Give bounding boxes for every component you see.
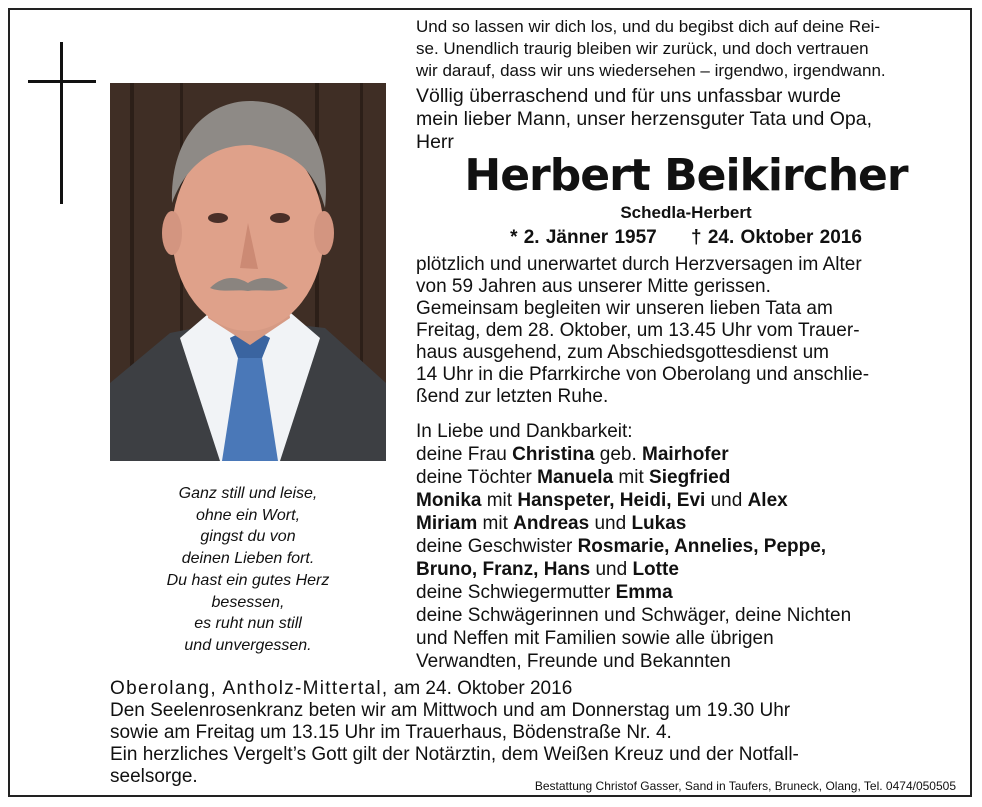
poem [110,483,386,657]
mourner-line: Bruno, Franz, Hans und Lotte [416,559,679,580]
intro-line: Völlig überraschend und für uns unfassbar wurde [416,85,841,107]
opening-quote [416,16,956,82]
mourner-line: Monika mit Hanspeter, Heidi, Evi und Alex [416,490,788,511]
poem-line: und unvergessen. [184,636,312,654]
quote-line: Und so lassen wir dich los, und du begibst dich auf deine Rei- [416,17,880,36]
closing-line: Ein herzliches Vergelt’s Gott gilt der Notärztin, dem Weißen Kreuz und der Notfall- [110,744,799,765]
body-line: haus ausgehend, zum Abschiedsgottesdienst um [416,342,829,363]
mourner-line: deine Frau Christina geb. Mairhofer [416,444,729,465]
mourner-line: deine Geschwister Rosmarie, Annelies, Peppe, [416,536,827,557]
death-date: † 24. Oktober 2016 [691,227,862,248]
portrait-photo [110,83,386,461]
quote-line: se. Unendlich traurig bleiben wir zurück, und doch vertrauen [416,39,869,58]
mourner-line: deine Schwägerinnen und Schwäger, deine Nichten [416,605,852,626]
closing-line: Den Seelenrosenkranz beten wir am Mittwoch und am Donnerstag um 19.30 Uhr [110,700,791,721]
cross-icon-bar [28,80,96,83]
body-line: ßend zur letzten Ruhe. [416,386,609,407]
poem-line: besessen, [211,593,285,611]
death-circumstances [416,254,956,298]
poem-line: Du hast ein gutes Herz [166,571,330,589]
funeral-details [416,298,956,408]
closing-line: seelsorge. [110,766,198,787]
intro-text [416,85,956,154]
poem-line: ohne ein Wort, [195,506,301,524]
body-line: Freitag, dem 28. Oktober, um 13.45 Uhr vom Trauer- [416,320,860,341]
cross-icon [60,42,63,204]
intro-line: Herr [416,131,454,153]
life-dates [416,227,956,249]
mourner-line: deine Schwiegermutter Emma [416,582,673,603]
birth-date: * 2. Jänner 1957 [510,227,657,248]
thanks-heading: In Liebe und Dankbarkeit: [416,421,633,442]
body-line: Gemeinsam begleiten wir unseren lieben Tata am [416,298,833,319]
place: Oberolang, Antholz-Mittertal, [110,678,389,699]
mourner-line: Verwandten, Freunde und Bekannten [416,651,731,672]
closing-line: sowie am Freitag um 13.15 Uhr im Trauerhaus, Bödenstraße Nr. 4. [110,722,672,743]
body-line: plötzlich und unerwartet durch Herzversagen im Alter [416,254,862,275]
mourner-line: deine Töchter Manuela mit Siegfried [416,467,731,488]
mourners-list [416,420,956,673]
poem-line: deinen Lieben fort. [181,550,315,568]
date: am 24. Oktober 2016 [388,678,573,699]
poem-line: gingst du von [200,528,296,546]
body-line: 14 Uhr in die Pfarrkirche von Oberolang und anschlie- [416,364,870,385]
poem-line: es ruht nun still [194,615,302,633]
closing-section [110,678,958,788]
place-date-line [110,678,958,700]
mourner-line: Miriam mit Andreas und Lukas [416,513,687,534]
quote-line: wir darauf, dass wir uns wiedersehen – irgendwo, irgendwann. [416,61,886,80]
poem-line: Ganz still und leise, [178,485,318,502]
nickname: Schedla-Herbert [620,203,752,222]
funeral-home-credit: Bestattung Christof Gasser, Sand in Taufers, Bruneck, Olang, Tel. 0474/050505 [534,779,956,793]
body-line: von 59 Jahren aus unserer Mitte gerissen. [416,276,771,297]
deceased-name: Herbert Beikircher [464,150,908,201]
mourner-line: und Neffen mit Familien sowie alle übrigen [416,628,774,649]
intro-line: mein lieber Mann, unser herzensguter Tata und Opa, [416,108,872,130]
